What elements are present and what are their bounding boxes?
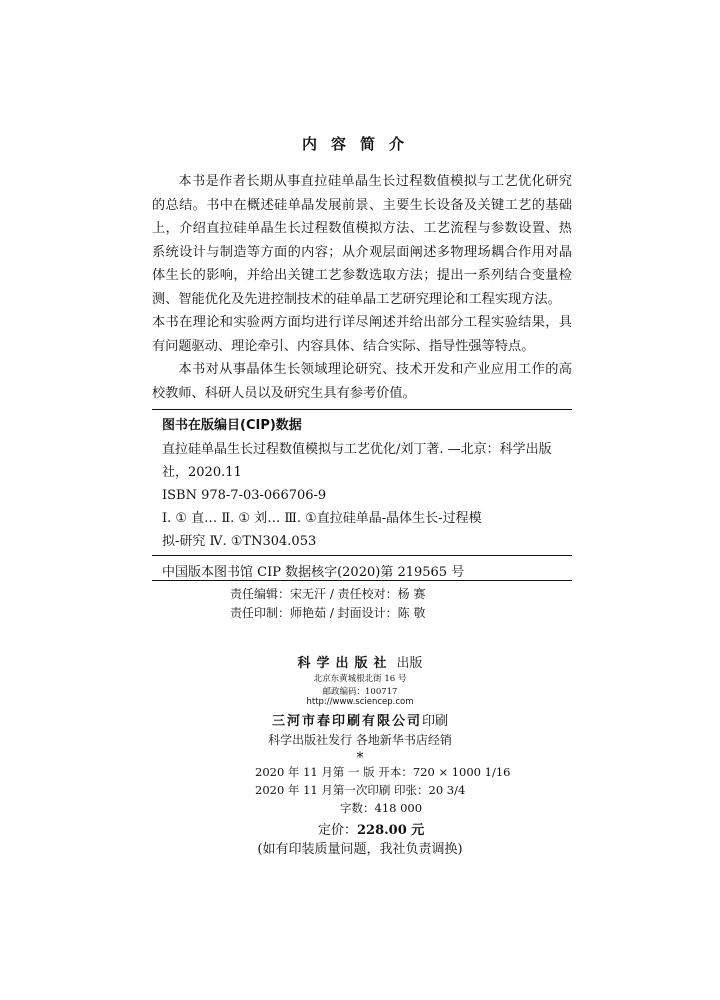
summary-paragraph-1 bbox=[152, 170, 572, 311]
publisher-suffix: 出版 bbox=[396, 656, 423, 671]
cip-line: ISBN 978-7-03-066706-9 bbox=[162, 488, 327, 503]
printer-line bbox=[0, 710, 720, 729]
price-line bbox=[318, 819, 424, 838]
summary-line: 测、智能优化及先进控制技术的硅单晶工艺研究理论和工程实现方法。 bbox=[152, 291, 561, 307]
cip-bottom-rule bbox=[152, 580, 572, 581]
summary-text bbox=[152, 170, 572, 405]
summary-line: 的总结。书中在概述硅单晶发展前景、主要生长设备及关键工艺的基础 bbox=[152, 197, 572, 213]
summary-line: 上，介绍直拉硅单晶生长过程数值模拟方法、工艺流程与参数设置、热 bbox=[152, 221, 572, 236]
summary-line: 本书对从事晶体生长领域理论研究、技术开发和产业应用工作的高 bbox=[178, 362, 572, 377]
distribution-line: 科学出版社发行 各地新华书店经销 bbox=[268, 733, 452, 747]
word-count: 字数：418 000 bbox=[340, 801, 423, 815]
cip-line: 拟-研究 Ⅳ. ①TN304.053 bbox=[162, 534, 317, 549]
staff-line-production: 责任印制：师艳茹 / 封面设计：陈 敬 bbox=[230, 606, 426, 620]
postal-code: 邮政编码：100717 bbox=[322, 687, 398, 697]
summary-line: 体生长的影响，并给出关键工艺参数选取方法；提出一系列结合变量检 bbox=[152, 268, 572, 283]
cip-top-rule bbox=[152, 409, 572, 410]
cip-line: Ⅰ. ① 直… Ⅱ. ① 刘… Ⅲ. ①直拉硅单晶-晶体生长-过程模 bbox=[162, 511, 482, 526]
printer-name: 三河市春印刷有限公司 bbox=[271, 714, 422, 729]
summary-line: 本书在理论和实验两方面均进行详尽阐述并给出部分工程实验结果，具 bbox=[152, 315, 572, 330]
price-value: 228.00 元 bbox=[357, 823, 425, 838]
cip-line: 直拉硅单晶生长过程数值模拟与工艺优化/刘丁著. —北京：科学出版 bbox=[162, 442, 552, 457]
summary-line: 本书是作者长期从事直拉硅单晶生长过程数值模拟与工艺优化研究 bbox=[178, 174, 572, 189]
summary-line: 系统设计与制造等方面的内容；从介观层面阐述多物理场耦合作用对晶 bbox=[152, 244, 572, 260]
publisher-address: 北京东黄城根北街 16 号 bbox=[313, 674, 407, 684]
publisher-name: 科学出版社 bbox=[297, 656, 393, 671]
summary-line: 有问题驱动、理论牵引、内容具体、结合实际、指导性强等特点。 bbox=[152, 338, 535, 354]
separator-star: * bbox=[356, 750, 364, 766]
summary-paragraph-3 bbox=[152, 358, 572, 405]
summary-paragraph-2 bbox=[152, 311, 572, 358]
cip-line: 社，2020.11 bbox=[162, 465, 242, 480]
quality-note: (如有印装质量问题，我社负责调换) bbox=[257, 842, 463, 857]
summary-line: 校教师、科研人员以及研究生具有参考价值。 bbox=[152, 385, 416, 401]
cip-record bbox=[162, 438, 572, 553]
edition-line: 2020 年 11 月第 一 版 开本：720 × 1000 1/16 bbox=[255, 765, 511, 779]
summary-title: 内容简介 bbox=[301, 135, 418, 153]
price-label: 定价： bbox=[318, 823, 358, 838]
cip-number: 中国版本图书馆 CIP 数据核字(2020)第 219565 号 bbox=[162, 565, 465, 580]
printing-line: 2020 年 11 月第一次印刷 印张：20 3/4 bbox=[255, 783, 466, 797]
printer-suffix: 印刷 bbox=[422, 714, 449, 729]
cip-middle-rule bbox=[152, 555, 572, 556]
publisher-url: http://www.sciencep.com bbox=[306, 697, 414, 707]
publisher-line bbox=[0, 652, 720, 671]
cip-heading: 图书在版编目(CIP)数据 bbox=[162, 418, 302, 433]
staff-line-editors: 责任编辑：宋无汗 / 责任校对：杨 赛 bbox=[230, 587, 426, 601]
